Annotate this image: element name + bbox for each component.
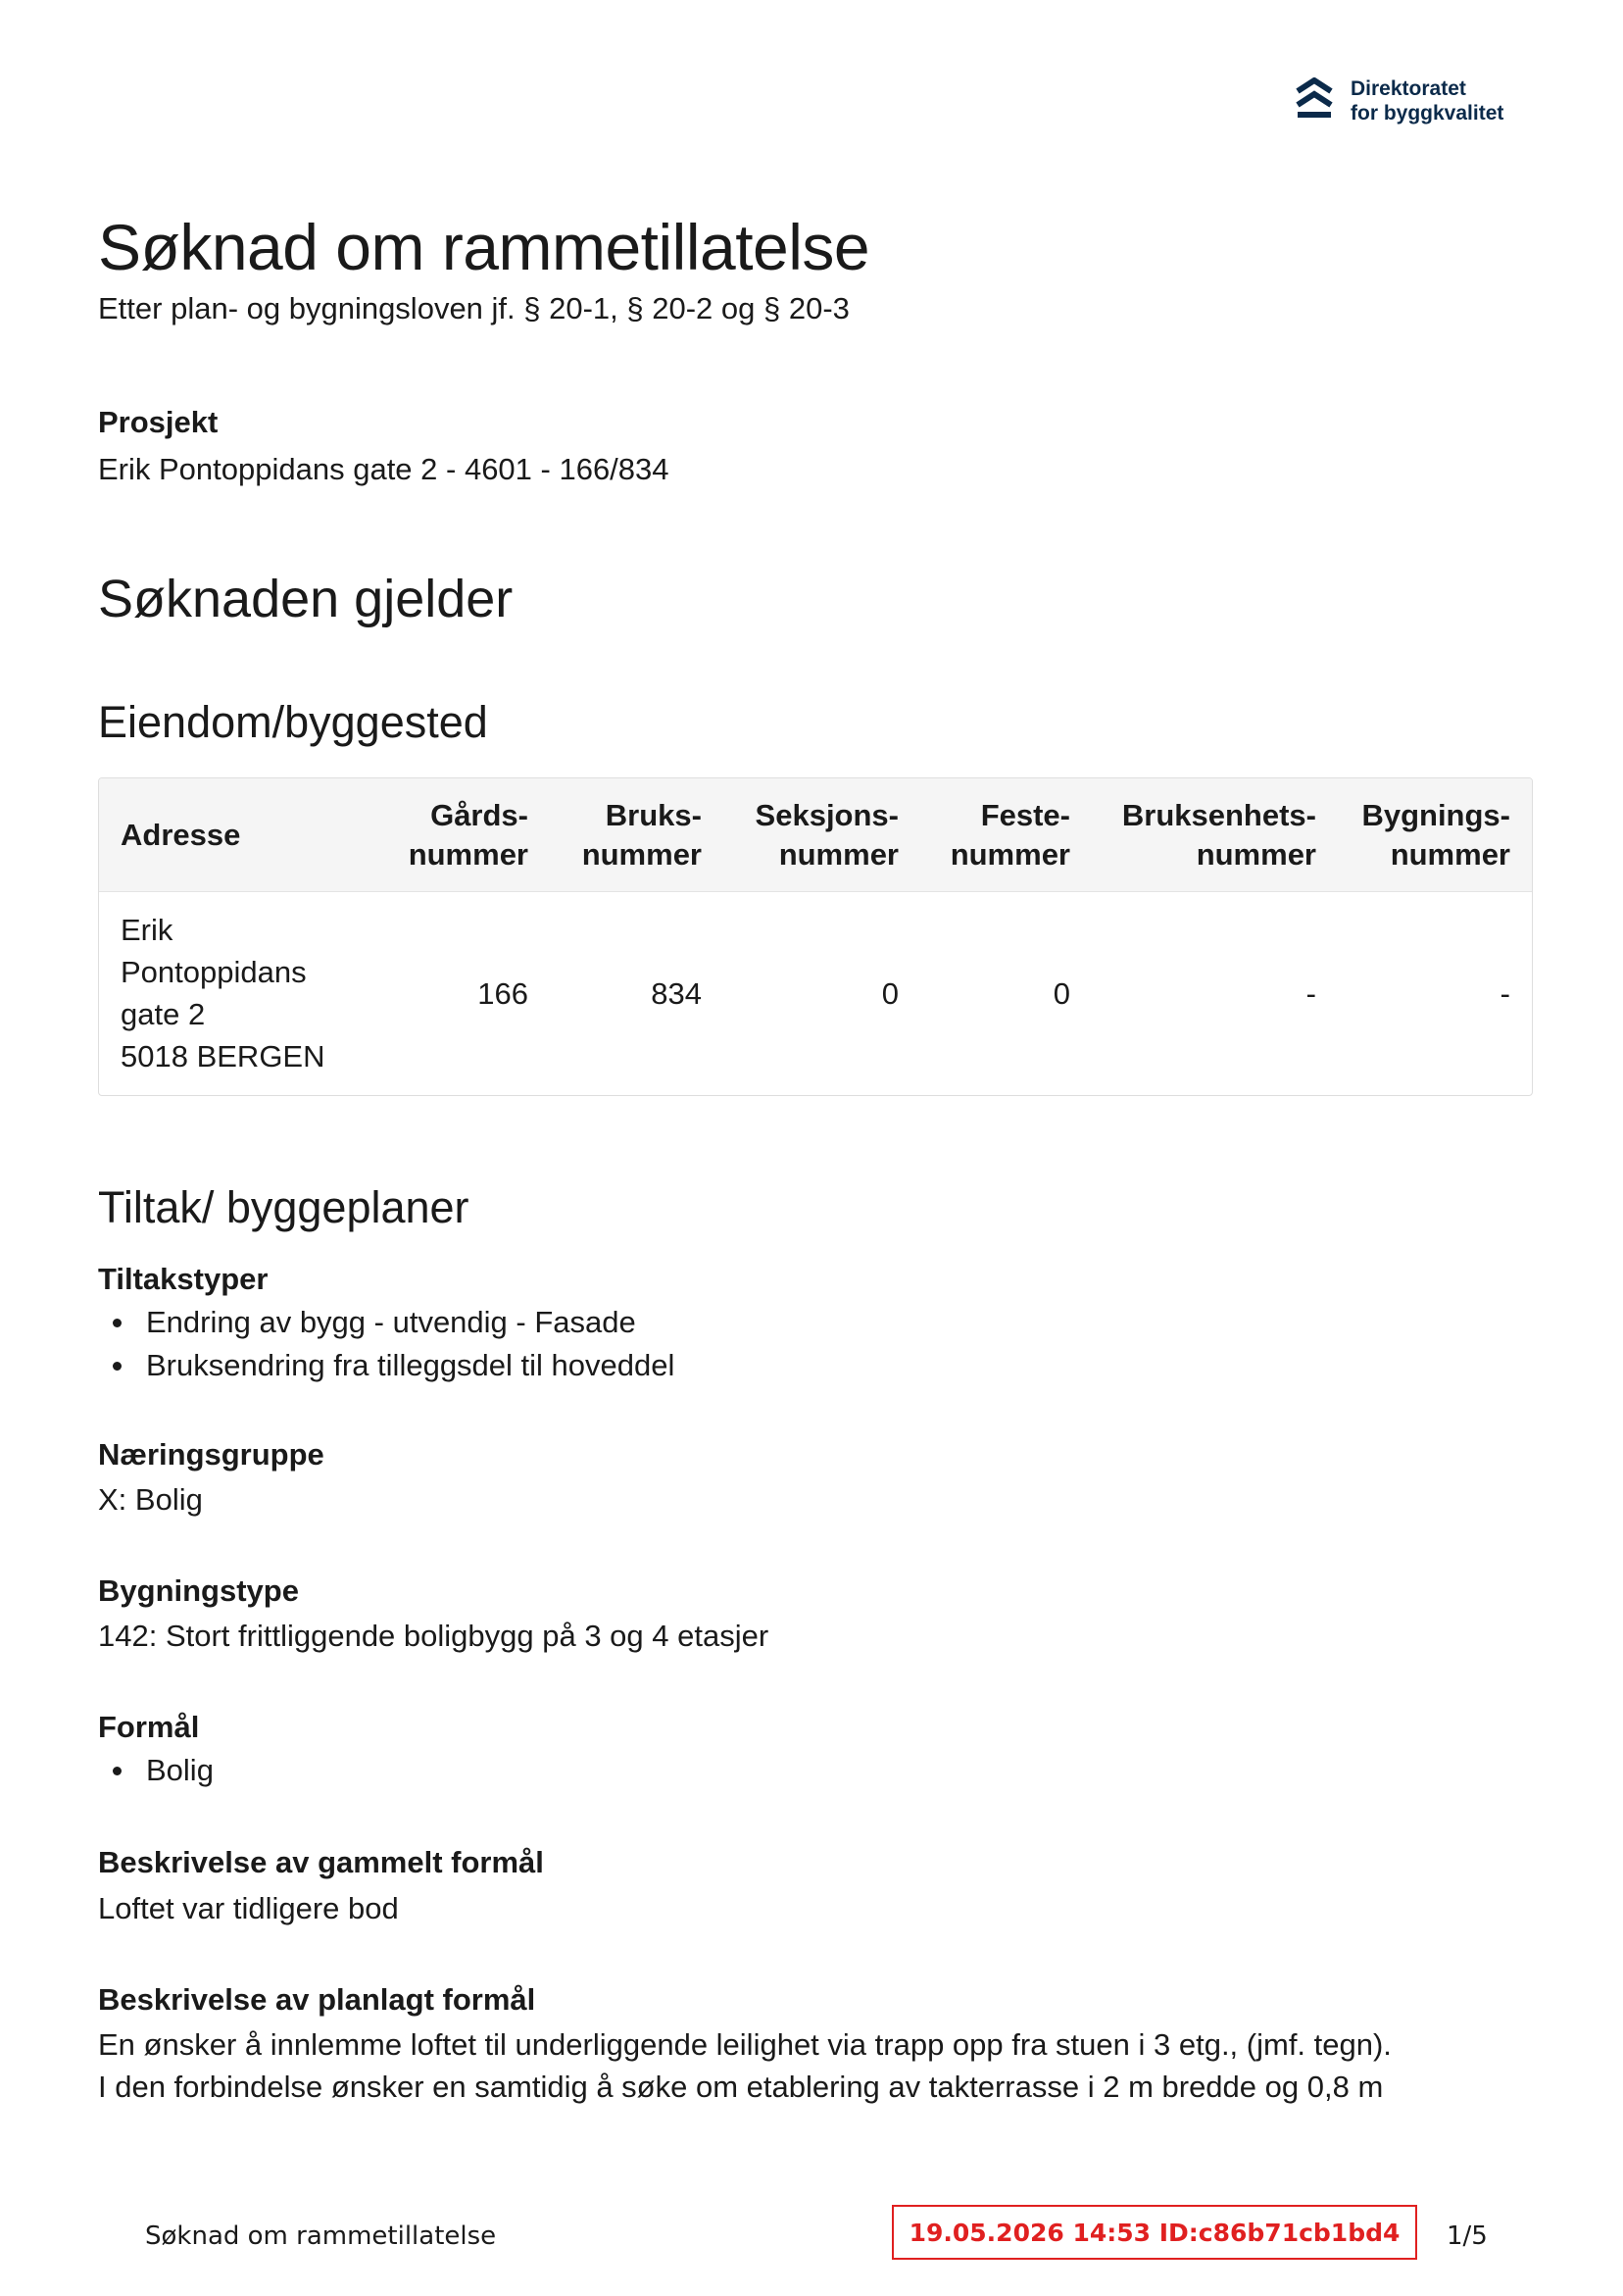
list-item: Bolig (98, 1749, 214, 1792)
logo (1296, 76, 1503, 125)
planlagt-formal-line-2: I den forbindelse ønsker en samtidig å søke om etablering av takterrasse i 2 m bredde og 0,8 m (98, 2070, 1384, 2104)
tiltak-title: Tiltak/ byggeplaner (98, 1182, 469, 1232)
logo-line-2: for byggkvalitet (1351, 102, 1504, 125)
timestamp-stamp (892, 2205, 1417, 2260)
cell-bygningsnummer: - (1338, 892, 1532, 1095)
cell-bruksnummer: 834 (550, 892, 723, 1095)
cell-seksjonsnummer: 0 (723, 892, 920, 1095)
bygningstype-value: 142: Stort frittliggende boligbygg på 3 og 4 etasjer (98, 1619, 769, 1653)
table-header-row (99, 778, 1532, 892)
prosjekt-value: Erik Pontoppidans gate 2 - 4601 - 166/834 (98, 452, 669, 486)
list-item: Endring av bygg - utvendig - Fasade (98, 1301, 674, 1344)
col-header-bruksnummer: Bruks- nummer (550, 778, 723, 892)
table-row (99, 892, 1532, 1095)
page-number: 1/5 (1447, 2221, 1488, 2251)
cell-gardsnummer: 166 (378, 892, 550, 1095)
page-title: Søknad om rammetillatelse (98, 211, 870, 283)
col-header-adresse: Adresse (99, 778, 378, 892)
logo-text (1351, 76, 1503, 125)
section-title: Søknaden gjelder (98, 570, 514, 628)
gammelt-formal-label: Beskrivelse av gammelt formål (98, 1845, 544, 1879)
tiltakstyper-label: Tiltakstyper (98, 1262, 269, 1296)
page-subtitle: Etter plan- og bygningsloven jf. § 20-1, § 20-2 og § 20-3 (98, 291, 850, 325)
formal-label: Formål (98, 1710, 200, 1744)
cell-adresse: Erik Pontoppidans gate 2 5018 BERGEN (99, 892, 378, 1095)
prosjekt-label: Prosjekt (98, 405, 219, 439)
cell-bruksenhetsnummer: - (1092, 892, 1338, 1095)
gammelt-formal-value: Loftet var tidligere bod (98, 1891, 399, 1925)
col-header-seksjonsnummer: Seksjons- nummer (723, 778, 920, 892)
tiltakstyper-list (98, 1301, 674, 1387)
col-header-festenummer: Feste- nummer (920, 778, 1092, 892)
col-header-bruksenhetsnummer: Bruksenhets- nummer (1092, 778, 1338, 892)
cell-festenummer: 0 (920, 892, 1092, 1095)
list-item: Bruksendring fra tilleggsdel til hoveddel (98, 1344, 674, 1387)
eiendom-title: Eiendom/byggested (98, 697, 488, 747)
planlagt-formal-label: Beskrivelse av planlagt formål (98, 1982, 536, 2017)
footer-title: Søknad om rammetillatelse (145, 2221, 497, 2251)
col-header-bygningsnummer: Bygnings- nummer (1338, 778, 1532, 892)
naeringsgruppe-value: X: Bolig (98, 1482, 203, 1517)
stamp-text: 19.05.2026 14:53 ID:c86b71cb1bd4 (909, 2218, 1401, 2247)
formal-list (98, 1749, 214, 1792)
logo-line-1: Direktoratet (1351, 77, 1466, 100)
naeringsgruppe-label: Næringsgruppe (98, 1437, 324, 1472)
col-header-gardsnummer: Gårds- nummer (378, 778, 550, 892)
eiendom-table (98, 777, 1533, 1096)
bygningstype-label: Bygningstype (98, 1573, 299, 1608)
planlagt-formal-line-1: En ønsker å innlemme loftet til underliggende leilighet via trapp opp fra stuen i 3 etg., (jmf. tegn). (98, 2027, 1392, 2062)
dibk-logo-icon (1296, 77, 1333, 125)
